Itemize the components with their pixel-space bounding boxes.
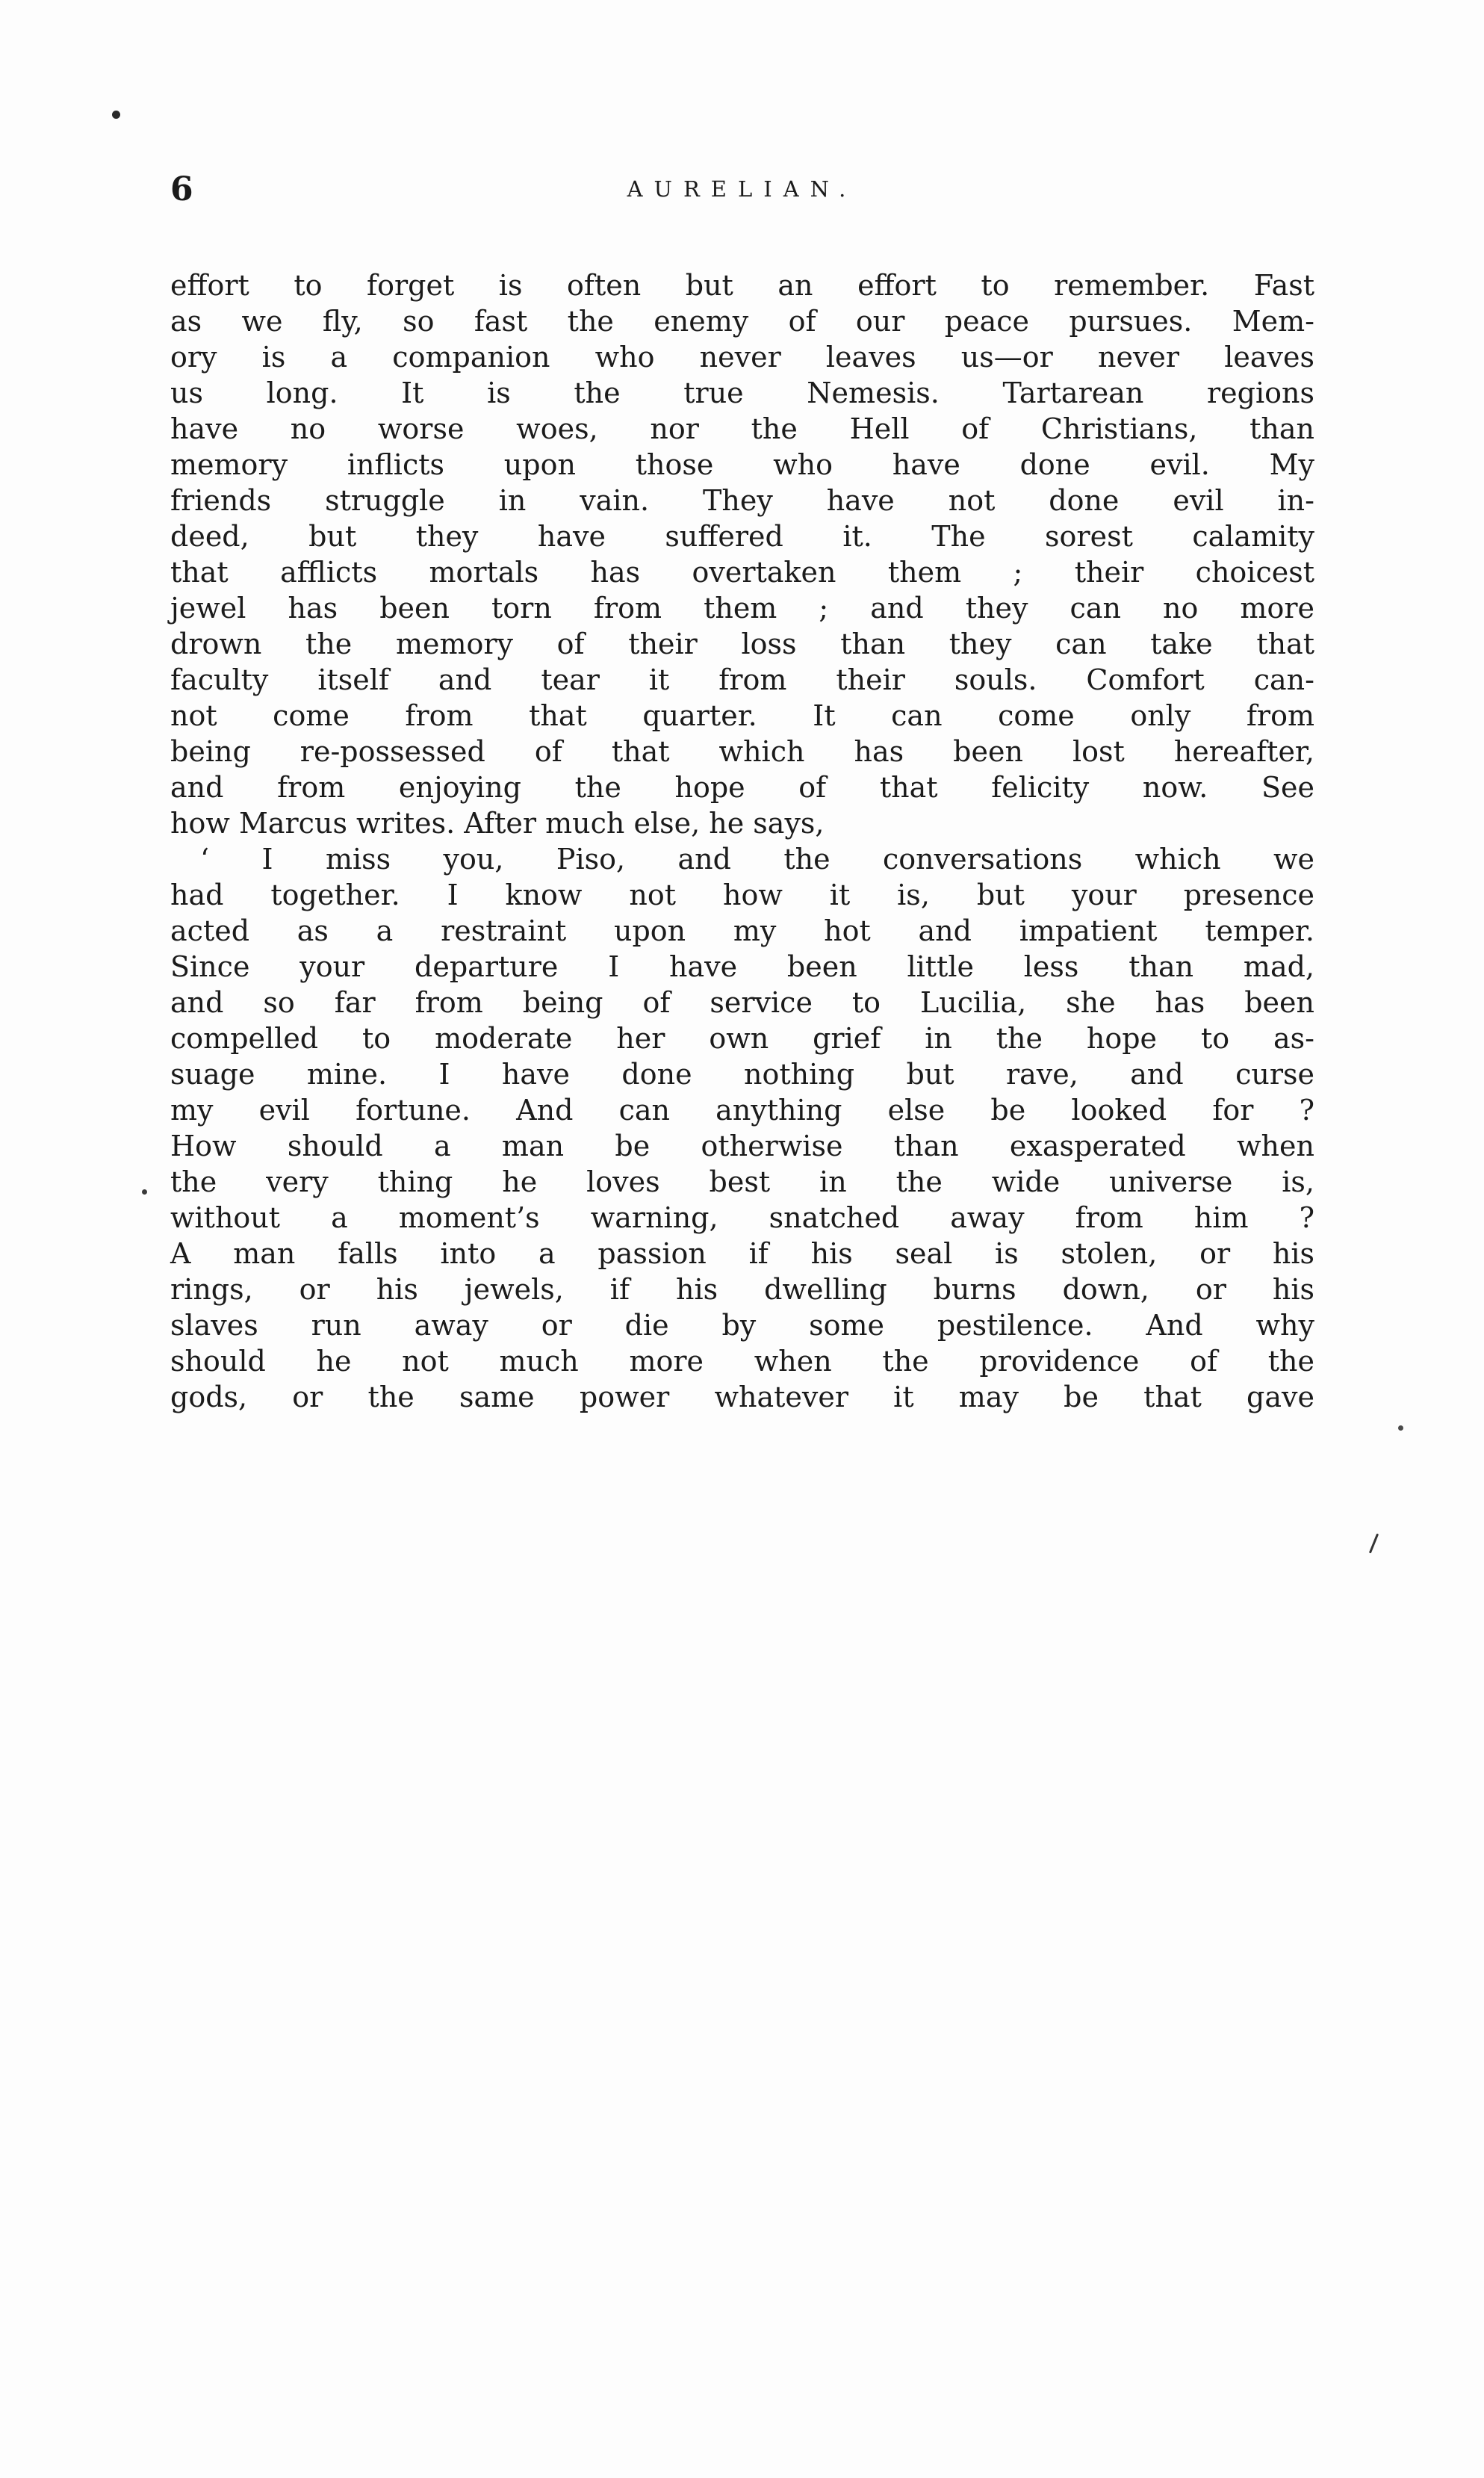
text-line: deed, but they have suffered it. The sorest calamity: [170, 520, 1314, 553]
text-block: [170, 267, 1314, 1415]
text-line: that afflicts mortals has overtaken them ; their choicest: [170, 556, 1314, 589]
text-line: rings, or his jewels, if his dwelling burns down, or his: [170, 1273, 1314, 1306]
text-line: faculty itself and tear it from their souls. Comfort can-: [170, 663, 1314, 696]
text-line: and from enjoying the hope of that felicity now. See: [170, 771, 1314, 804]
text-line: compelled to moderate her own grief in the hope to as-: [170, 1022, 1314, 1055]
text-line: acted as a restraint upon my hot and impatient temper.: [170, 914, 1314, 947]
paragraph: [170, 841, 1314, 1415]
text-line: jewel has been torn from them ; and they can no more: [170, 592, 1314, 625]
text-line: have no worse woes, nor the Hell of Christians, than: [170, 412, 1314, 445]
text-line: and so far from being of service to Lucilia, she has been: [170, 986, 1314, 1019]
text-line: ‘ I miss you, Piso, and the conversations which we: [200, 843, 1314, 876]
text-line: memory inflicts upon those who have done evil. My: [170, 448, 1314, 481]
text-line: How should a man be otherwise than exasperated when: [170, 1130, 1314, 1162]
text-line: without a moment’s warning, snatched away from him ?: [170, 1201, 1314, 1234]
text-line: drown the memory of their loss than they can take that: [170, 628, 1314, 660]
text-line: Since your departure I have been little less than mad,: [170, 950, 1314, 983]
text-line: as we fly, so fast the enemy of our peace pursues. Mem-: [170, 305, 1314, 338]
text-line: gods, or the same power whatever it may be that gave: [170, 1381, 1314, 1413]
text-line: my evil fortune. And can anything else be looked for ?: [170, 1094, 1314, 1127]
text-line: the very thing he loves best in the wide universe is,: [170, 1165, 1314, 1198]
text-line: slaves run away or die by some pestilence. And why: [170, 1309, 1314, 1342]
text-line: not come from that quarter. It can come only from: [170, 699, 1314, 732]
text-line: effort to forget is often but an effort to remember. Fast: [170, 269, 1314, 302]
ink-speck: [1398, 1425, 1403, 1431]
text-line: ory is a companion who never leaves us—or never leaves: [170, 341, 1314, 374]
text-line: friends struggle in vain. They have not done evil in-: [170, 484, 1314, 517]
text-line: how Marcus writes. After much else, he says,: [170, 807, 825, 840]
paragraph: [170, 267, 1314, 841]
text-line: suage mine. I have done nothing but rave, and curse: [170, 1058, 1314, 1091]
ink-speck: [142, 1189, 147, 1195]
text-line: A man falls into a passion if his seal is stolen, or his: [170, 1237, 1314, 1270]
text-line: being re-possessed of that which has been lost hereafter,: [170, 735, 1314, 768]
ink-tick: [1369, 1533, 1379, 1553]
page-header: [170, 170, 1314, 215]
text-line: should he not much more when the providence of the: [170, 1345, 1314, 1378]
ink-speck: [112, 111, 120, 119]
text-line: us long. It is the true Nemesis. Tartarean regions: [170, 377, 1314, 409]
page-number: 6: [170, 170, 194, 208]
text-line: had together. I know not how it is, but your presence: [170, 879, 1314, 911]
running-title: AURELIAN.: [627, 176, 857, 202]
